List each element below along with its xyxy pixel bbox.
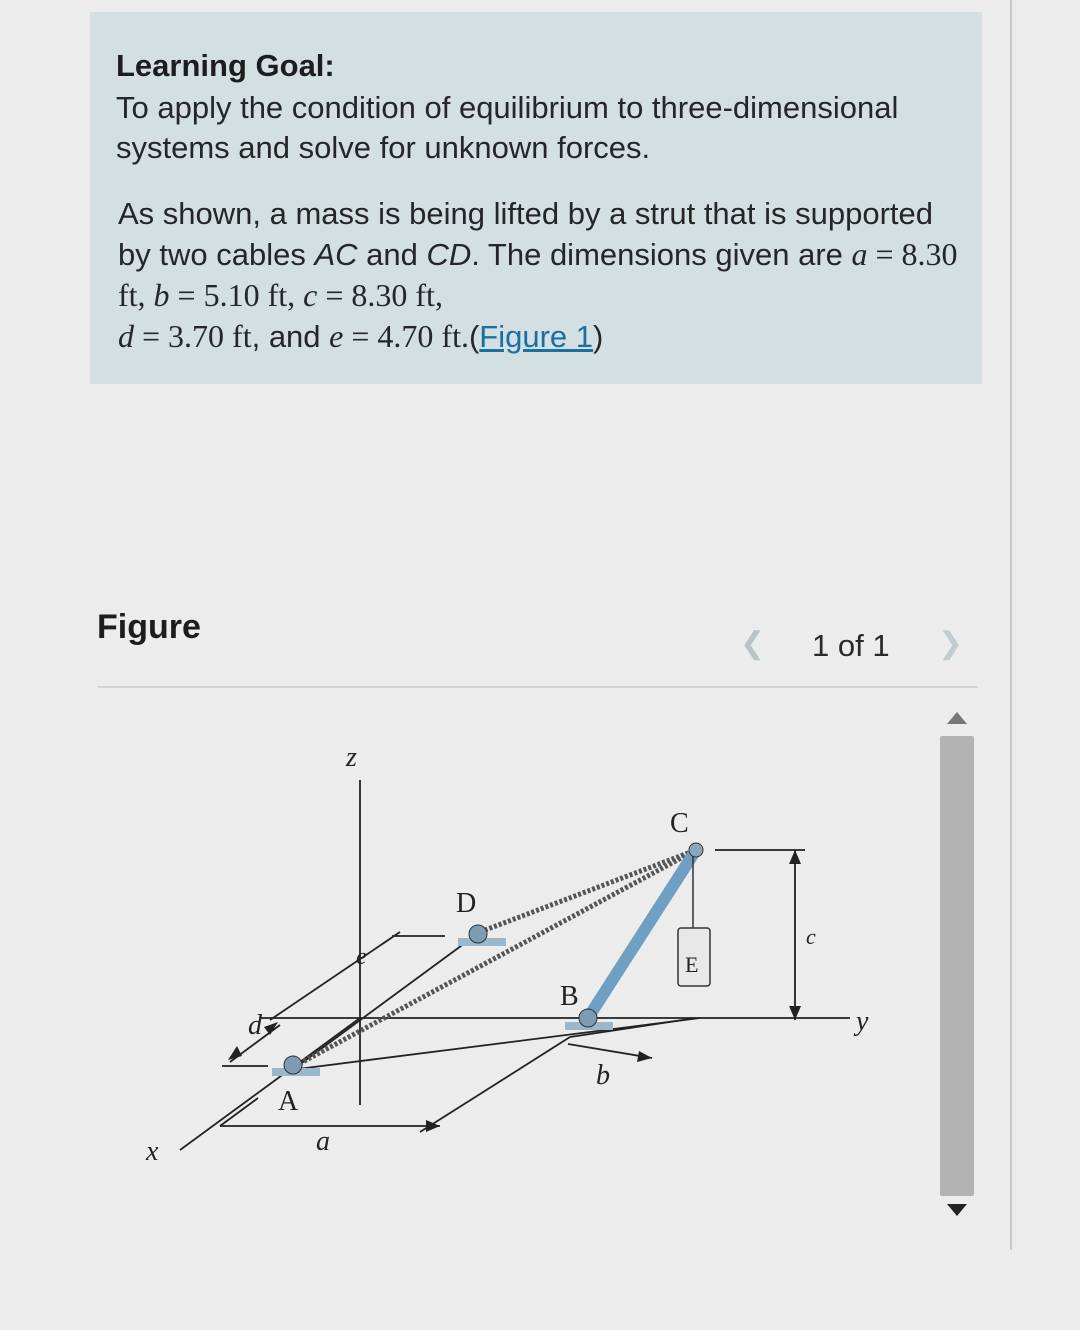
link-close-paren: ) <box>593 319 604 354</box>
chevron-left-icon[interactable]: ❮ <box>740 627 766 660</box>
support-a <box>272 1056 320 1076</box>
support-b <box>565 1009 613 1030</box>
strut-diagram <box>100 700 930 1180</box>
label-z: z <box>346 742 357 773</box>
var-b: b <box>153 277 170 313</box>
period: . <box>460 318 469 354</box>
value-a: = 8.30 ft <box>118 236 958 313</box>
scroll-up-arrow-icon[interactable] <box>947 712 967 724</box>
scroll-down-arrow-icon[interactable] <box>947 1204 967 1216</box>
figure-scrollbar[interactable] <box>940 712 974 1222</box>
figure-link[interactable]: Figure 1 <box>479 319 594 354</box>
label-dim-d: d <box>248 1010 262 1041</box>
scroll-thumb[interactable] <box>940 736 974 1196</box>
var-e: e <box>329 318 344 354</box>
label-x: x <box>146 1136 159 1167</box>
label-y: y <box>856 1006 869 1037</box>
chevron-right-icon[interactable]: ❯ <box>938 627 964 660</box>
problem-and-text: , and <box>251 319 330 354</box>
figure-heading: Figure <box>97 608 201 646</box>
value-d: = 3.70 ft <box>134 318 252 354</box>
var-c: c <box>303 277 318 313</box>
page-divider <box>1010 0 1012 1250</box>
label-dim-a: a <box>316 1126 330 1157</box>
figure-pager <box>740 626 970 666</box>
figure-page-count: 1 of 1 <box>812 628 890 663</box>
learning-goal-text: To apply the condition of equilibrium to three-dimensional systems and solve for unknown forces. <box>116 90 899 165</box>
label-c-point: C <box>670 808 689 839</box>
var-a: a <box>851 236 868 272</box>
label-dim-b: b <box>596 1060 610 1091</box>
label-dim-e: e <box>356 944 367 970</box>
learning-goal-title: Learning Goal: <box>116 48 335 83</box>
label-a-point: A <box>278 1086 299 1117</box>
value-e: = 4.70 ft <box>343 318 461 354</box>
cable-ac-label: AC <box>314 237 358 272</box>
value-b: = 5.10 ft <box>169 277 288 313</box>
problem-statement: As shown, a mass is being lifted by a strut that is supported by two cables AC and CD. The dimensions given are a = 8.30 ft, b = 5.10 ft, c = 8.30 ft, d = 3.70 ft, and e = 4.70 ft.(Figure 1) <box>118 196 958 354</box>
label-e-point: E <box>685 952 699 977</box>
label-d-point: D <box>456 888 477 919</box>
var-d: d <box>118 318 134 354</box>
problem-dims-intro: . The dimensions given are <box>471 237 852 272</box>
label-b-point: B <box>560 981 579 1012</box>
label-dim-c: c <box>806 924 816 949</box>
support-d <box>458 925 506 946</box>
x-axis <box>180 1018 360 1150</box>
cable-cd-label: CD <box>426 237 472 272</box>
value-c: = 8.30 ft <box>317 277 435 313</box>
link-open-paren: ( <box>468 319 480 354</box>
figure-divider <box>98 686 978 688</box>
problem-and: and <box>357 237 427 272</box>
dim-e-line <box>270 932 400 1020</box>
learning-goal-box <box>90 12 982 384</box>
joint-c <box>689 843 703 857</box>
problem-intro: As shown, a mass is being lifted by a strut that is supported by two cables <box>118 196 934 272</box>
